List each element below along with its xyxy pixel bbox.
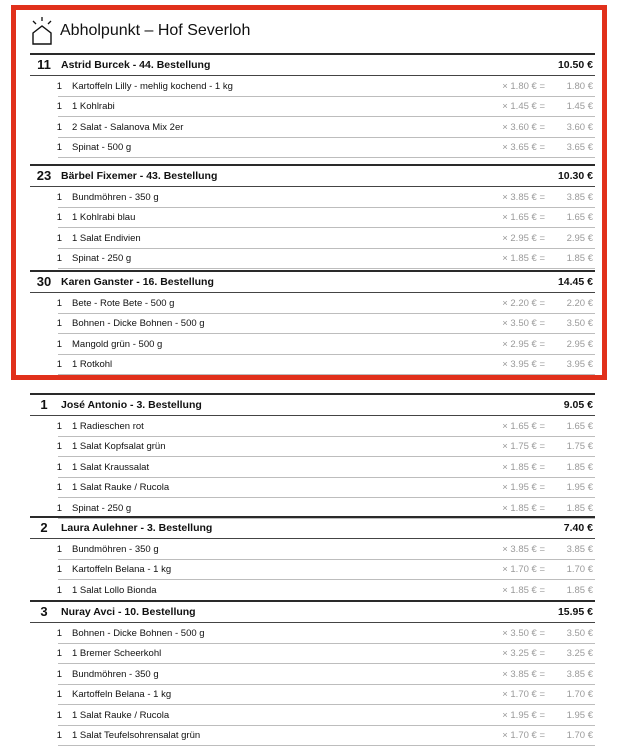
order-item-row: [30, 228, 595, 249]
item-unit-price: × 1.45 € =: [463, 101, 553, 112]
item-unit-price: × 1.65 € =: [463, 212, 553, 223]
item-name: Bundmöhren - 350 g: [72, 192, 463, 203]
order-item-row: [30, 249, 595, 270]
item-qty: 1: [30, 689, 72, 700]
item-line-total: 1.75 €: [553, 441, 595, 452]
item-name: 1 Salat Endivien: [72, 233, 463, 244]
item-name: Mangold grün - 500 g: [72, 339, 463, 350]
order-item-row: [30, 416, 595, 437]
order-total: 15.95 €: [523, 606, 595, 618]
order-number: 2: [30, 520, 58, 535]
item-line-total: 1.70 €: [553, 730, 595, 741]
item-line-total: 1.85 €: [553, 253, 595, 264]
divider: [30, 270, 595, 272]
order-item-row: [30, 314, 595, 335]
item-unit-price: × 1.85 € =: [463, 585, 553, 596]
order-title: Bärbel Fixemer - 43. Bestellung: [58, 170, 523, 182]
item-qty: 1: [30, 122, 72, 133]
item-unit-price: × 3.85 € =: [463, 669, 553, 680]
item-unit-price: × 1.70 € =: [463, 730, 553, 741]
order-item-row: [30, 355, 595, 376]
item-qty: 1: [30, 462, 72, 473]
item-name: Bundmöhren - 350 g: [72, 669, 463, 680]
item-qty: 1: [30, 339, 72, 350]
house-icon: [30, 16, 54, 46]
item-qty: 1: [30, 482, 72, 493]
order-item-row: [30, 685, 595, 706]
item-qty: 1: [30, 628, 72, 639]
item-line-total: 3.85 €: [553, 544, 595, 555]
order-total: 14.45 €: [523, 276, 595, 288]
item-line-total: 3.50 €: [553, 318, 595, 329]
order-item-row: [30, 560, 595, 581]
item-name: 1 Salat Rauke / Rucola: [72, 482, 463, 493]
order-header: [30, 600, 595, 623]
item-qty: 1: [30, 544, 72, 555]
order-number: 30: [30, 274, 58, 289]
item-line-total: 1.70 €: [553, 689, 595, 700]
order-item-row: [30, 187, 595, 208]
item-line-total: 3.25 €: [553, 648, 595, 659]
item-name: Spinat - 250 g: [72, 253, 463, 264]
order-title: Karen Ganster - 16. Bestellung: [58, 276, 523, 288]
order-item-row: [30, 580, 595, 601]
order-group: [30, 53, 595, 158]
order-item-row: [30, 437, 595, 458]
item-unit-price: × 1.85 € =: [463, 462, 553, 473]
item-qty: 1: [30, 648, 72, 659]
order-title: Nuray Avci - 10. Bestellung: [58, 606, 523, 618]
item-unit-price: × 1.65 € =: [463, 421, 553, 432]
order-item-row: [30, 644, 595, 665]
item-name: 1 Kohlrabi blau: [72, 212, 463, 223]
item-unit-price: × 3.25 € =: [463, 648, 553, 659]
item-line-total: 1.80 €: [553, 81, 595, 92]
item-unit-price: × 1.95 € =: [463, 710, 553, 721]
item-line-total: 3.50 €: [553, 628, 595, 639]
item-name: Spinat - 250 g: [72, 503, 463, 514]
item-unit-price: × 1.75 € =: [463, 441, 553, 452]
item-unit-price: × 1.95 € =: [463, 482, 553, 493]
item-line-total: 2.95 €: [553, 339, 595, 350]
item-name: 1 Rotkohl: [72, 359, 463, 370]
item-qty: 1: [30, 318, 72, 329]
item-line-total: 1.85 €: [553, 585, 595, 596]
item-unit-price: × 3.95 € =: [463, 359, 553, 370]
item-qty: 1: [30, 101, 72, 112]
item-unit-price: × 1.70 € =: [463, 564, 553, 575]
order-title: Laura Aulehner - 3. Bestellung: [58, 522, 523, 534]
item-line-total: 1.65 €: [553, 421, 595, 432]
order-header: [30, 516, 595, 539]
item-line-total: 2.95 €: [553, 233, 595, 244]
order-item-row: [30, 117, 595, 138]
item-unit-price: × 3.85 € =: [463, 192, 553, 203]
order-header: [30, 393, 595, 416]
item-qty: 1: [30, 710, 72, 721]
order-total: 9.05 €: [523, 399, 595, 411]
item-qty: 1: [30, 441, 72, 452]
order-item-row: [30, 457, 595, 478]
item-line-total: 1.95 €: [553, 710, 595, 721]
order-header: [30, 270, 595, 293]
order-total: 10.30 €: [523, 170, 595, 182]
order-header: [30, 164, 595, 187]
item-line-total: 3.65 €: [553, 142, 595, 153]
item-name: Bohnen - Dicke Bohnen - 500 g: [72, 318, 463, 329]
item-name: Bohnen - Dicke Bohnen - 500 g: [72, 628, 463, 639]
item-qty: 1: [30, 585, 72, 596]
divider: [30, 393, 595, 395]
item-qty: 1: [30, 669, 72, 680]
item-name: 1 Salat Kopfsalat grün: [72, 441, 463, 452]
order-number: 11: [30, 57, 58, 72]
item-line-total: 1.85 €: [553, 462, 595, 473]
order-item-row: [30, 97, 595, 118]
item-name: 1 Kohlrabi: [72, 101, 463, 112]
item-line-total: 1.45 €: [553, 101, 595, 112]
item-qty: 1: [30, 503, 72, 514]
item-line-total: 2.20 €: [553, 298, 595, 309]
order-item-row: [30, 478, 595, 499]
item-name: 1 Salat Kraussalat: [72, 462, 463, 473]
divider: [30, 53, 595, 55]
order-group: [30, 393, 595, 519]
order-group: [30, 600, 595, 746]
order-group: [30, 164, 595, 269]
item-qty: 1: [30, 233, 72, 244]
item-unit-price: × 1.80 € =: [463, 81, 553, 92]
page-title: Abholpunkt – Hof Severloh: [60, 22, 250, 40]
order-title: José Antonio - 3. Bestellung: [58, 399, 523, 411]
item-unit-price: × 2.95 € =: [463, 233, 553, 244]
order-item-row: [30, 208, 595, 229]
item-line-total: 3.85 €: [553, 192, 595, 203]
order-item-row: [30, 539, 595, 560]
order-item-row: [30, 138, 595, 159]
item-line-total: 3.85 €: [553, 669, 595, 680]
item-qty: 1: [30, 564, 72, 575]
page-header: [30, 15, 250, 47]
item-unit-price: × 1.85 € =: [463, 253, 553, 264]
item-unit-price: × 1.85 € =: [463, 503, 553, 514]
item-qty: 1: [30, 142, 72, 153]
order-header: [30, 53, 595, 76]
order-number: 1: [30, 397, 58, 412]
item-qty: 1: [30, 421, 72, 432]
item-line-total: 3.95 €: [553, 359, 595, 370]
item-line-total: 1.85 €: [553, 503, 595, 514]
order-number: 3: [30, 604, 58, 619]
order-item-row: [30, 623, 595, 644]
order-number: 23: [30, 168, 58, 183]
order-total: 10.50 €: [523, 59, 595, 71]
item-unit-price: × 3.85 € =: [463, 544, 553, 555]
item-unit-price: × 3.60 € =: [463, 122, 553, 133]
item-name: Kartoffeln Belana - 1 kg: [72, 689, 463, 700]
item-unit-price: × 3.65 € =: [463, 142, 553, 153]
item-line-total: 1.70 €: [553, 564, 595, 575]
item-name: 1 Salat Teufelsohrensalat grün: [72, 730, 463, 741]
item-name: 1 Salat Lollo Bionda: [72, 585, 463, 596]
order-item-row: [30, 334, 595, 355]
item-name: Bundmöhren - 350 g: [72, 544, 463, 555]
order-item-row: [30, 726, 595, 746]
item-qty: 1: [30, 253, 72, 264]
item-qty: 1: [30, 192, 72, 203]
item-unit-price: × 3.50 € =: [463, 628, 553, 639]
item-unit-price: × 3.50 € =: [463, 318, 553, 329]
order-group: [30, 270, 595, 375]
divider: [30, 164, 595, 166]
item-unit-price: × 2.20 € =: [463, 298, 553, 309]
divider: [30, 516, 595, 518]
item-name: 2 Salat - Salanova Mix 2er: [72, 122, 463, 133]
order-group: [30, 516, 595, 601]
item-name: Kartoffeln Lilly - mehlig kochend - 1 kg: [72, 81, 463, 92]
order-item-row: [30, 293, 595, 314]
item-qty: 1: [30, 730, 72, 741]
divider: [30, 600, 595, 602]
item-line-total: 1.95 €: [553, 482, 595, 493]
item-qty: 1: [30, 212, 72, 223]
item-qty: 1: [30, 298, 72, 309]
item-qty: 1: [30, 359, 72, 370]
order-item-row: [30, 76, 595, 97]
item-line-total: 1.65 €: [553, 212, 595, 223]
item-name: Kartoffeln Belana - 1 kg: [72, 564, 463, 575]
order-title: Astrid Burcek - 44. Bestellung: [58, 59, 523, 71]
order-item-row: [30, 705, 595, 726]
item-qty: 1: [30, 81, 72, 92]
item-name: Bete - Rote Bete - 500 g: [72, 298, 463, 309]
item-name: 1 Radieschen rot: [72, 421, 463, 432]
order-item-row: [30, 664, 595, 685]
item-line-total: 3.60 €: [553, 122, 595, 133]
item-name: 1 Bremer Scheerkohl: [72, 648, 463, 659]
item-unit-price: × 1.70 € =: [463, 689, 553, 700]
item-name: Spinat - 500 g: [72, 142, 463, 153]
order-total: 7.40 €: [523, 522, 595, 534]
item-unit-price: × 2.95 € =: [463, 339, 553, 350]
item-name: 1 Salat Rauke / Rucola: [72, 710, 463, 721]
